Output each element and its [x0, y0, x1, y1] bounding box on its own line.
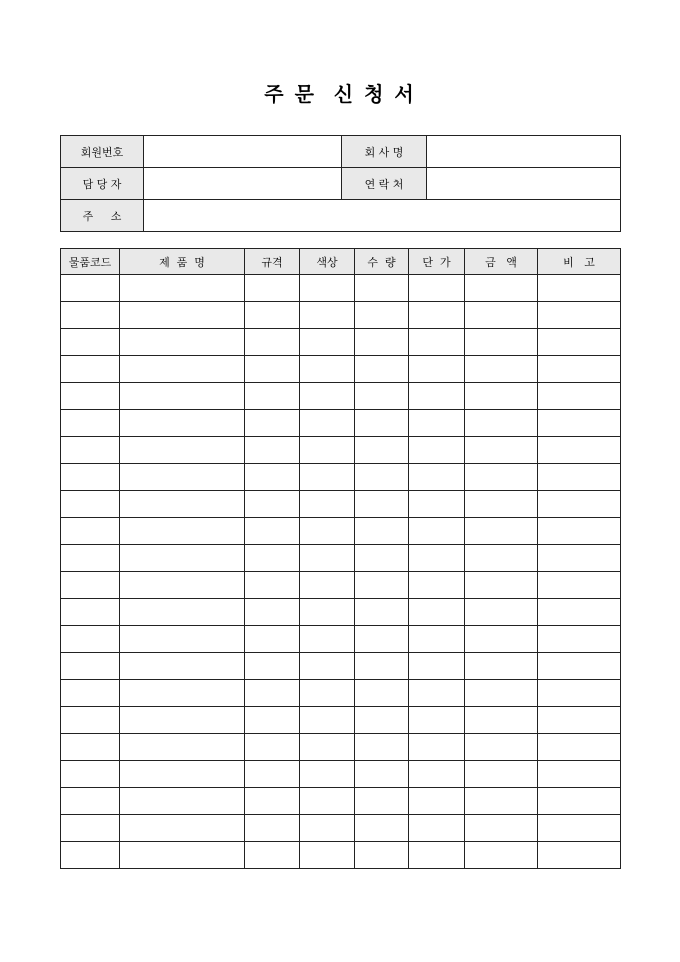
table-cell[interactable] — [355, 275, 409, 302]
table-cell[interactable] — [245, 410, 300, 437]
table-cell[interactable] — [120, 761, 245, 788]
table-row — [61, 815, 621, 842]
table-cell[interactable] — [120, 302, 245, 329]
table-cell[interactable] — [465, 491, 538, 518]
table-cell[interactable] — [245, 653, 300, 680]
table-cell[interactable] — [300, 329, 355, 356]
table-cell[interactable] — [409, 275, 465, 302]
table-cell[interactable] — [120, 815, 245, 842]
table-cell[interactable] — [355, 491, 409, 518]
table-cell[interactable] — [355, 410, 409, 437]
table-cell[interactable] — [355, 383, 409, 410]
table-cell[interactable] — [61, 518, 120, 545]
table-cell[interactable] — [538, 761, 621, 788]
order-items-table — [60, 248, 621, 869]
table-cell[interactable] — [538, 545, 621, 572]
table-cell[interactable] — [409, 599, 465, 626]
table-cell[interactable] — [120, 707, 245, 734]
table-cell[interactable] — [120, 329, 245, 356]
table-cell[interactable] — [300, 275, 355, 302]
table-cell[interactable] — [245, 437, 300, 464]
table-cell[interactable] — [465, 356, 538, 383]
header-item-code: 물품코드 — [61, 249, 120, 275]
table-cell[interactable] — [409, 572, 465, 599]
table-cell[interactable] — [465, 572, 538, 599]
table-cell[interactable] — [245, 329, 300, 356]
manager-label: 담 당 자 — [61, 168, 144, 200]
table-cell[interactable] — [409, 356, 465, 383]
table-cell[interactable] — [538, 599, 621, 626]
table-cell[interactable] — [538, 815, 621, 842]
table-cell[interactable] — [355, 464, 409, 491]
table-cell[interactable] — [120, 842, 245, 869]
table-cell[interactable] — [245, 599, 300, 626]
table-cell[interactable] — [538, 707, 621, 734]
table-cell[interactable] — [355, 680, 409, 707]
table-cell[interactable] — [120, 437, 245, 464]
table-cell[interactable] — [61, 410, 120, 437]
table-cell[interactable] — [120, 545, 245, 572]
table-cell[interactable] — [465, 599, 538, 626]
table-cell[interactable] — [61, 275, 120, 302]
table-cell[interactable] — [61, 329, 120, 356]
table-cell[interactable] — [355, 761, 409, 788]
table-cell[interactable] — [409, 518, 465, 545]
table-cell[interactable] — [61, 437, 120, 464]
table-cell[interactable] — [538, 302, 621, 329]
table-cell[interactable] — [120, 383, 245, 410]
table-cell[interactable] — [538, 464, 621, 491]
table-cell[interactable] — [300, 626, 355, 653]
table-row — [61, 653, 621, 680]
table-cell[interactable] — [300, 788, 355, 815]
table-cell[interactable] — [465, 653, 538, 680]
table-cell[interactable] — [300, 707, 355, 734]
table-cell[interactable] — [465, 626, 538, 653]
customer-info-table — [60, 135, 621, 232]
table-cell[interactable] — [465, 815, 538, 842]
table-cell[interactable] — [61, 707, 120, 734]
table-cell[interactable] — [538, 437, 621, 464]
table-cell[interactable] — [355, 329, 409, 356]
table-cell[interactable] — [300, 383, 355, 410]
table-cell[interactable] — [120, 356, 245, 383]
table-cell[interactable] — [355, 734, 409, 761]
table-row — [61, 356, 621, 383]
table-cell[interactable] — [61, 734, 120, 761]
table-cell[interactable] — [245, 545, 300, 572]
table-cell[interactable] — [409, 302, 465, 329]
table-cell[interactable] — [409, 410, 465, 437]
table-cell[interactable] — [355, 653, 409, 680]
table-cell[interactable] — [355, 842, 409, 869]
table-cell[interactable] — [120, 788, 245, 815]
table-cell[interactable] — [120, 599, 245, 626]
table-cell[interactable] — [409, 815, 465, 842]
header-amount: 금 액 — [465, 249, 538, 275]
table-cell[interactable] — [61, 842, 120, 869]
table-cell[interactable] — [465, 680, 538, 707]
table-cell[interactable] — [120, 464, 245, 491]
table-cell[interactable] — [409, 545, 465, 572]
table-cell[interactable] — [245, 842, 300, 869]
header-product-name: 제 품 명 — [120, 249, 245, 275]
table-row — [61, 761, 621, 788]
member-no-field[interactable] — [144, 136, 342, 168]
table-cell[interactable] — [245, 788, 300, 815]
address-label: 주 소 — [61, 200, 144, 232]
table-cell[interactable] — [538, 383, 621, 410]
table-cell[interactable] — [61, 572, 120, 599]
table-cell[interactable] — [465, 842, 538, 869]
table-cell[interactable] — [300, 464, 355, 491]
items-body — [61, 275, 621, 869]
table-cell[interactable] — [61, 356, 120, 383]
table-row — [61, 491, 621, 518]
table-cell[interactable] — [355, 707, 409, 734]
table-cell[interactable] — [465, 545, 538, 572]
table-cell[interactable] — [409, 761, 465, 788]
table-cell[interactable] — [245, 734, 300, 761]
table-cell[interactable] — [465, 302, 538, 329]
table-cell[interactable] — [300, 356, 355, 383]
table-row — [61, 275, 621, 302]
table-cell[interactable] — [465, 383, 538, 410]
table-cell[interactable] — [300, 410, 355, 437]
table-cell[interactable] — [300, 680, 355, 707]
table-cell[interactable] — [465, 761, 538, 788]
table-cell[interactable] — [355, 626, 409, 653]
table-cell[interactable] — [465, 518, 538, 545]
table-row — [61, 410, 621, 437]
company-field[interactable] — [427, 136, 621, 168]
table-cell[interactable] — [120, 491, 245, 518]
table-cell[interactable] — [409, 653, 465, 680]
table-cell[interactable] — [300, 653, 355, 680]
table-header-row — [61, 249, 621, 275]
header-unit-price: 단 가 — [409, 249, 465, 275]
contact-field[interactable] — [427, 168, 621, 200]
table-cell[interactable] — [355, 437, 409, 464]
table-cell[interactable] — [61, 383, 120, 410]
table-cell[interactable] — [245, 572, 300, 599]
table-cell[interactable] — [465, 329, 538, 356]
table-cell[interactable] — [409, 734, 465, 761]
table-cell[interactable] — [355, 572, 409, 599]
table-cell[interactable] — [120, 680, 245, 707]
contact-label: 연 락 처 — [342, 168, 427, 200]
table-cell[interactable] — [300, 572, 355, 599]
table-cell[interactable] — [300, 491, 355, 518]
document-title: 주 문 신 청 서 — [264, 82, 416, 106]
table-cell[interactable] — [61, 545, 120, 572]
header-spec: 규격 — [245, 249, 300, 275]
table-cell[interactable] — [300, 761, 355, 788]
table-cell[interactable] — [409, 707, 465, 734]
table-cell[interactable] — [245, 626, 300, 653]
table-cell[interactable] — [61, 788, 120, 815]
table-row — [61, 383, 621, 410]
table-cell[interactable] — [409, 383, 465, 410]
table-cell[interactable] — [245, 518, 300, 545]
table-cell[interactable] — [300, 545, 355, 572]
table-cell[interactable] — [538, 356, 621, 383]
table-row — [61, 734, 621, 761]
table-cell[interactable] — [120, 626, 245, 653]
table-cell[interactable] — [409, 842, 465, 869]
table-cell[interactable] — [300, 437, 355, 464]
table-cell[interactable] — [355, 356, 409, 383]
table-cell[interactable] — [409, 464, 465, 491]
table-cell[interactable] — [61, 653, 120, 680]
table-cell[interactable] — [61, 302, 120, 329]
table-cell[interactable] — [300, 599, 355, 626]
table-row — [61, 680, 621, 707]
table-cell[interactable] — [61, 599, 120, 626]
table-row — [61, 545, 621, 572]
table-cell[interactable] — [120, 518, 245, 545]
header-color: 색상 — [300, 249, 355, 275]
table-cell[interactable] — [245, 761, 300, 788]
table-cell[interactable] — [409, 329, 465, 356]
table-cell[interactable] — [355, 518, 409, 545]
table-cell[interactable] — [355, 788, 409, 815]
table-cell[interactable] — [465, 734, 538, 761]
table-cell[interactable] — [61, 815, 120, 842]
table-cell[interactable] — [120, 572, 245, 599]
table-cell[interactable] — [409, 491, 465, 518]
table-row — [61, 464, 621, 491]
table-row — [61, 842, 621, 869]
table-cell[interactable] — [120, 734, 245, 761]
table-cell[interactable] — [538, 734, 621, 761]
table-row — [61, 437, 621, 464]
table-cell[interactable] — [61, 464, 120, 491]
table-cell[interactable] — [409, 788, 465, 815]
table-cell[interactable] — [300, 302, 355, 329]
table-cell[interactable] — [355, 599, 409, 626]
table-cell[interactable] — [120, 410, 245, 437]
table-cell[interactable] — [245, 491, 300, 518]
table-cell[interactable] — [465, 275, 538, 302]
company-label: 회 사 명 — [342, 136, 427, 168]
table-cell[interactable] — [355, 815, 409, 842]
table-cell[interactable] — [538, 410, 621, 437]
table-cell[interactable] — [61, 761, 120, 788]
table-cell[interactable] — [300, 842, 355, 869]
table-row — [61, 788, 621, 815]
info-row-member — [61, 136, 621, 168]
info-row-manager — [61, 168, 621, 200]
header-remarks: 비 고 — [538, 249, 621, 275]
header-quantity: 수 량 — [355, 249, 409, 275]
table-cell[interactable] — [465, 464, 538, 491]
table-cell[interactable] — [300, 815, 355, 842]
table-cell[interactable] — [538, 275, 621, 302]
manager-field[interactable] — [144, 168, 342, 200]
table-cell[interactable] — [245, 815, 300, 842]
table-cell[interactable] — [465, 410, 538, 437]
table-cell[interactable] — [538, 491, 621, 518]
table-cell[interactable] — [355, 545, 409, 572]
table-cell[interactable] — [355, 302, 409, 329]
table-row — [61, 599, 621, 626]
table-cell[interactable] — [61, 491, 120, 518]
table-cell[interactable] — [245, 707, 300, 734]
table-cell[interactable] — [245, 356, 300, 383]
table-row — [61, 329, 621, 356]
table-cell[interactable] — [245, 680, 300, 707]
table-cell[interactable] — [465, 437, 538, 464]
table-cell[interactable] — [120, 653, 245, 680]
info-row-address — [61, 200, 621, 232]
table-cell[interactable] — [61, 626, 120, 653]
table-cell[interactable] — [538, 680, 621, 707]
table-row — [61, 518, 621, 545]
table-cell[interactable] — [245, 383, 300, 410]
table-cell[interactable] — [409, 626, 465, 653]
table-cell[interactable] — [538, 572, 621, 599]
table-cell[interactable] — [538, 788, 621, 815]
table-cell[interactable] — [245, 302, 300, 329]
table-cell[interactable] — [538, 329, 621, 356]
table-cell[interactable] — [300, 734, 355, 761]
table-cell[interactable] — [538, 518, 621, 545]
table-cell[interactable] — [409, 680, 465, 707]
table-cell[interactable] — [120, 275, 245, 302]
table-cell[interactable] — [61, 680, 120, 707]
table-cell[interactable] — [300, 518, 355, 545]
table-row — [61, 626, 621, 653]
table-row — [61, 302, 621, 329]
table-cell[interactable] — [538, 842, 621, 869]
table-cell[interactable] — [409, 437, 465, 464]
table-cell[interactable] — [465, 788, 538, 815]
member-no-label: 회원번호 — [61, 136, 144, 168]
table-cell[interactable] — [465, 707, 538, 734]
table-cell[interactable] — [245, 275, 300, 302]
table-cell[interactable] — [245, 464, 300, 491]
table-cell[interactable] — [538, 626, 621, 653]
table-row — [61, 572, 621, 599]
table-cell[interactable] — [538, 653, 621, 680]
table-row — [61, 707, 621, 734]
address-field[interactable] — [144, 200, 621, 232]
